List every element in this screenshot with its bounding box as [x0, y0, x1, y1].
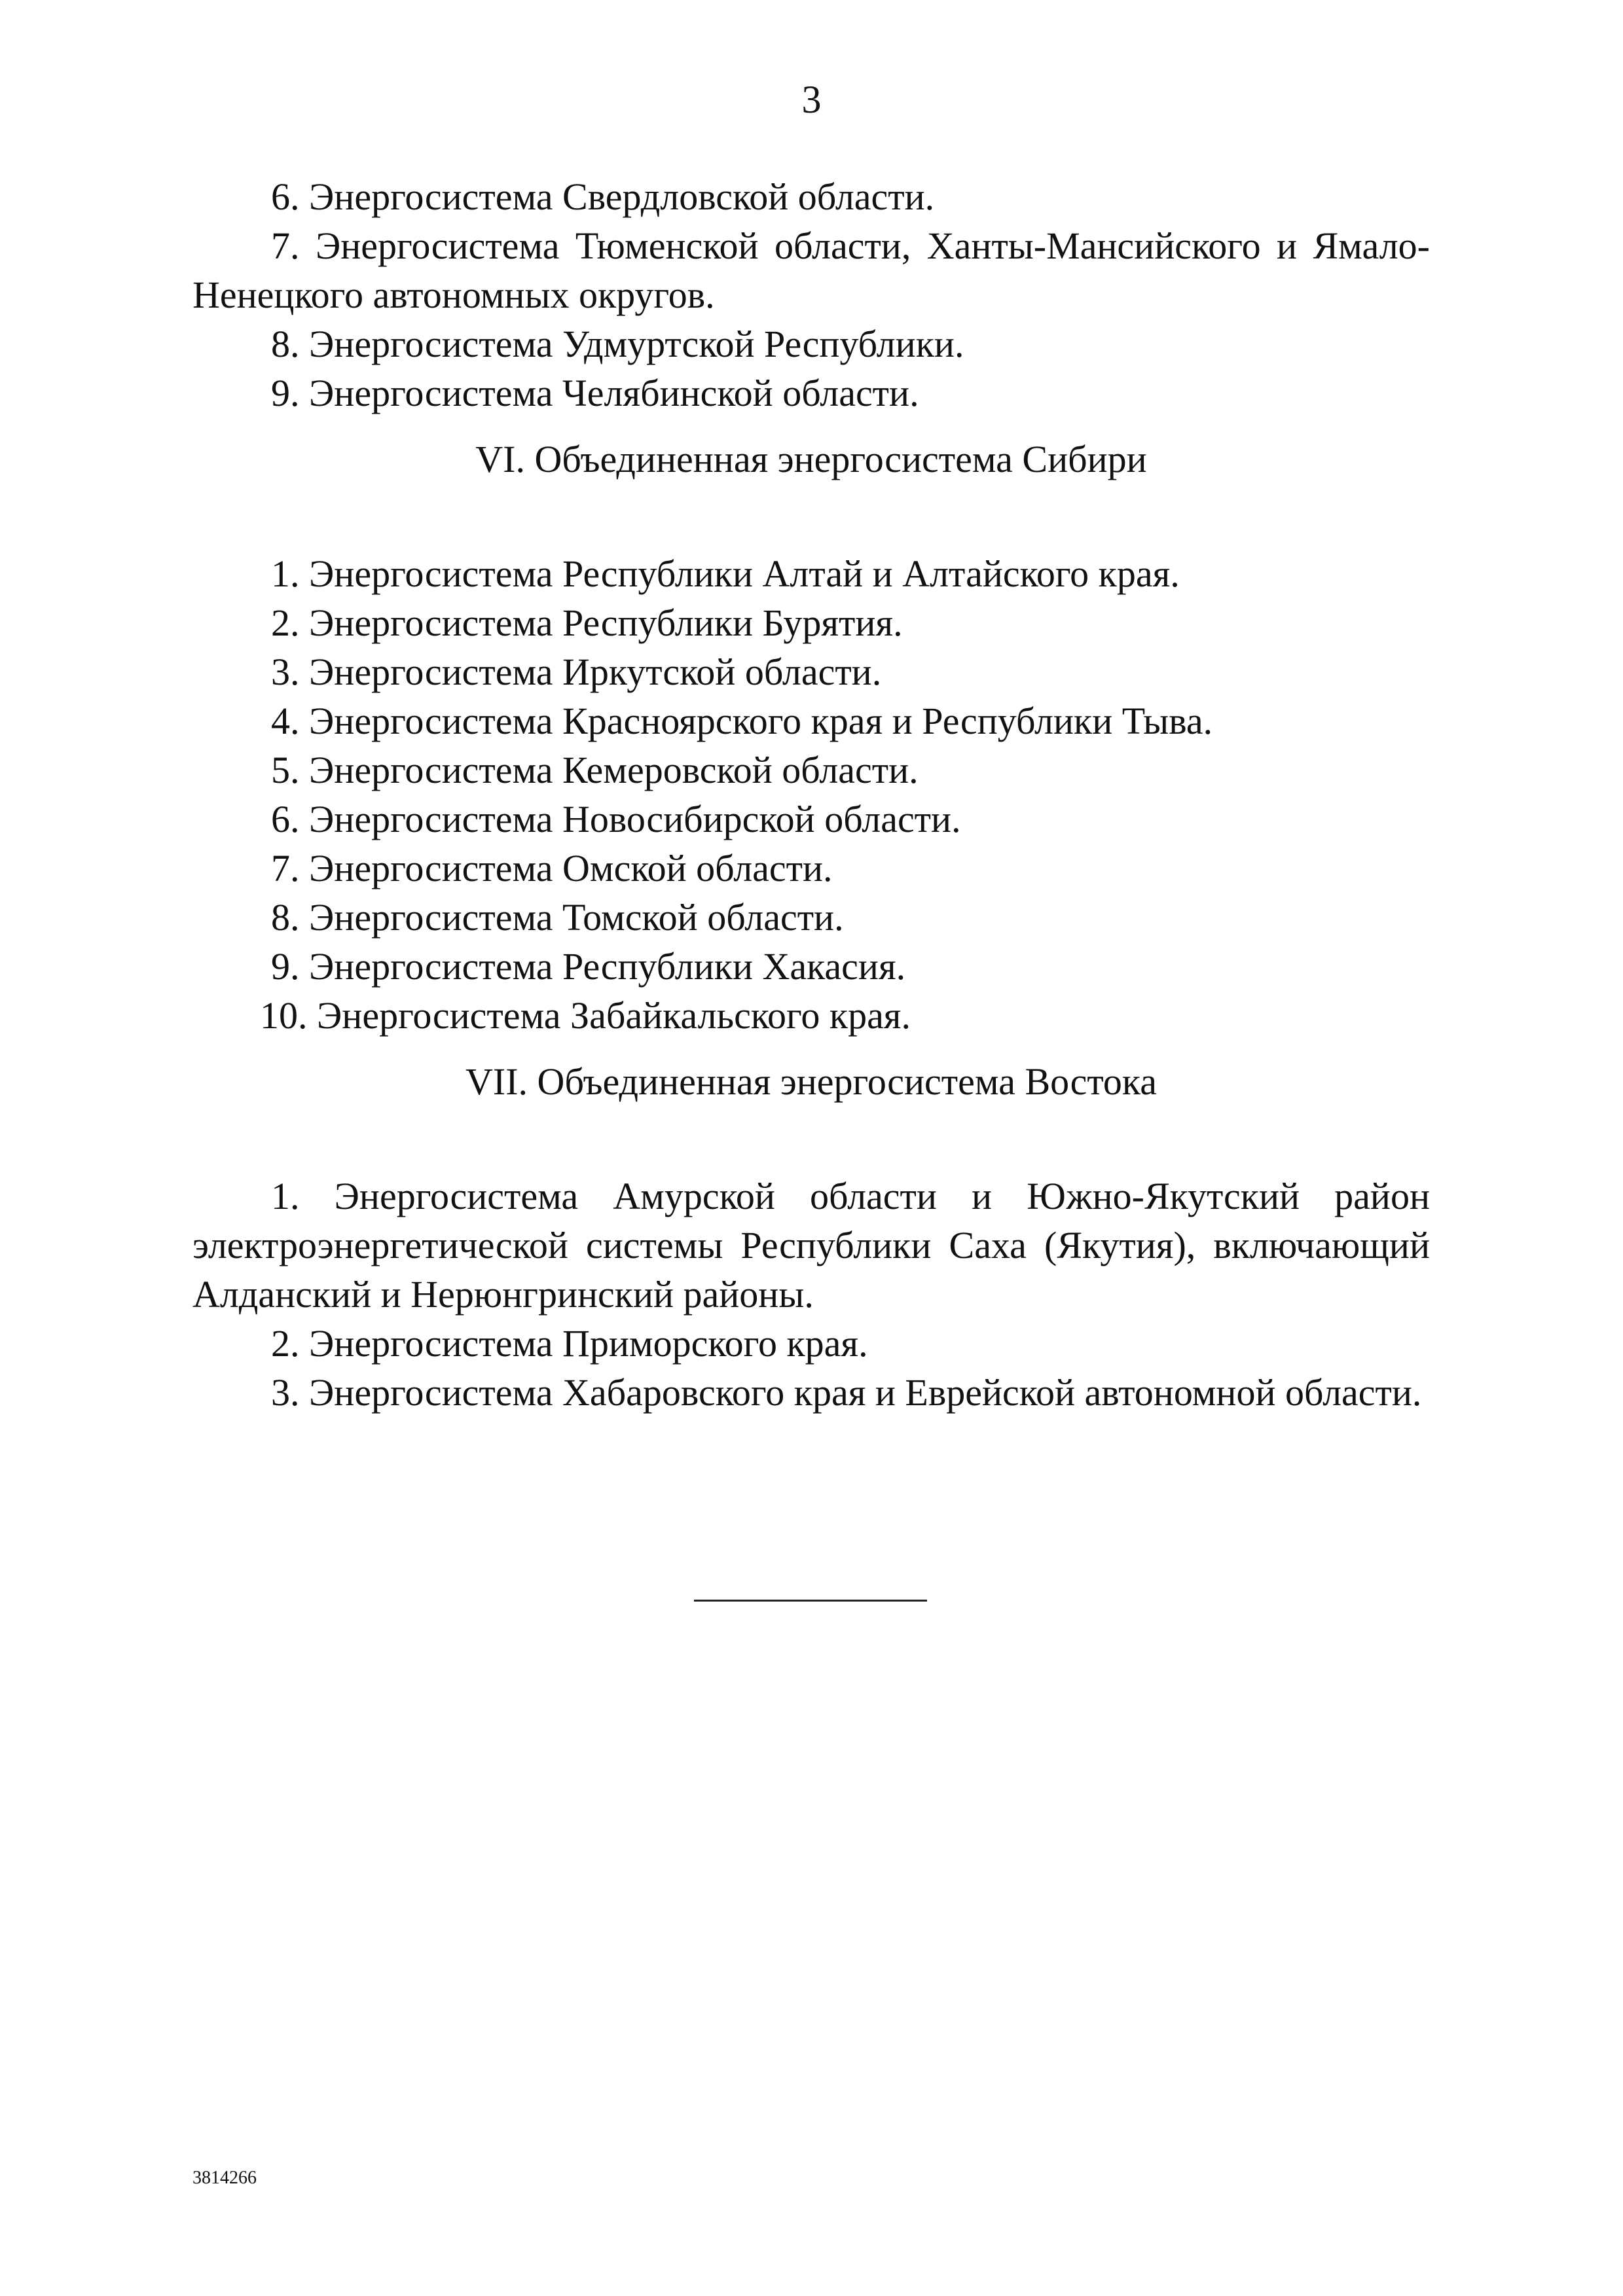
section-heading-vi: VI. Объединенная энергосистема Сибири: [475, 438, 1147, 480]
list-item: 5. Энергосистема Кемеровской области.: [271, 749, 919, 791]
section-heading-vii: VII. Объединенная энергосистема Востока: [465, 1060, 1157, 1103]
list-item: 7. Энергосистема Тюменской области, Ханты-Мансийского и Ямало-Ненецкого автономных округов.: [192, 224, 1430, 316]
page-number: 3: [801, 78, 822, 121]
list-item: 9. Энергосистема Республики Хакасия.: [271, 945, 906, 988]
document-code: 3814266: [192, 2168, 257, 2188]
list-item: 4. Энергосистема Красноярского края и Республики Тыва.: [271, 700, 1213, 742]
list-item: 3. Энергосистема Иркутской области.: [271, 651, 882, 693]
list-item: 2. Энергосистема Приморского края.: [271, 1322, 868, 1365]
document-body: [192, 172, 1430, 1417]
list-item: 1. Энергосистема Республики Алтай и Алтайского края.: [271, 552, 1180, 595]
list-item: 9. Энергосистема Челябинской области.: [271, 372, 919, 414]
list-item: 6. Энергосистема Свердловской области.: [271, 175, 935, 218]
list-item: 1. Энергосистема Амурской области и Южно-Якутский район электроэнергетической системы Республики Саха (Якутия), включающий Алданский и Нерюнгринский районы.: [192, 1175, 1430, 1316]
end-of-document-rule: [694, 1600, 927, 1602]
list-item: 7. Энергосистема Омской области.: [271, 847, 833, 889]
list-item: 2. Энергосистема Республики Бурятия.: [271, 601, 903, 644]
list-item: 3. Энергосистема Хабаровского края и Еврейской автономной области.: [271, 1371, 1422, 1414]
list-item: 8. Энергосистема Удмуртской Республики.: [271, 323, 964, 365]
list-item: 8. Энергосистема Томской области.: [271, 896, 844, 939]
list-item: 6. Энергосистема Новосибирской области.: [271, 798, 961, 840]
list-item: 10. Энергосистема Забайкальского края.: [260, 994, 911, 1037]
